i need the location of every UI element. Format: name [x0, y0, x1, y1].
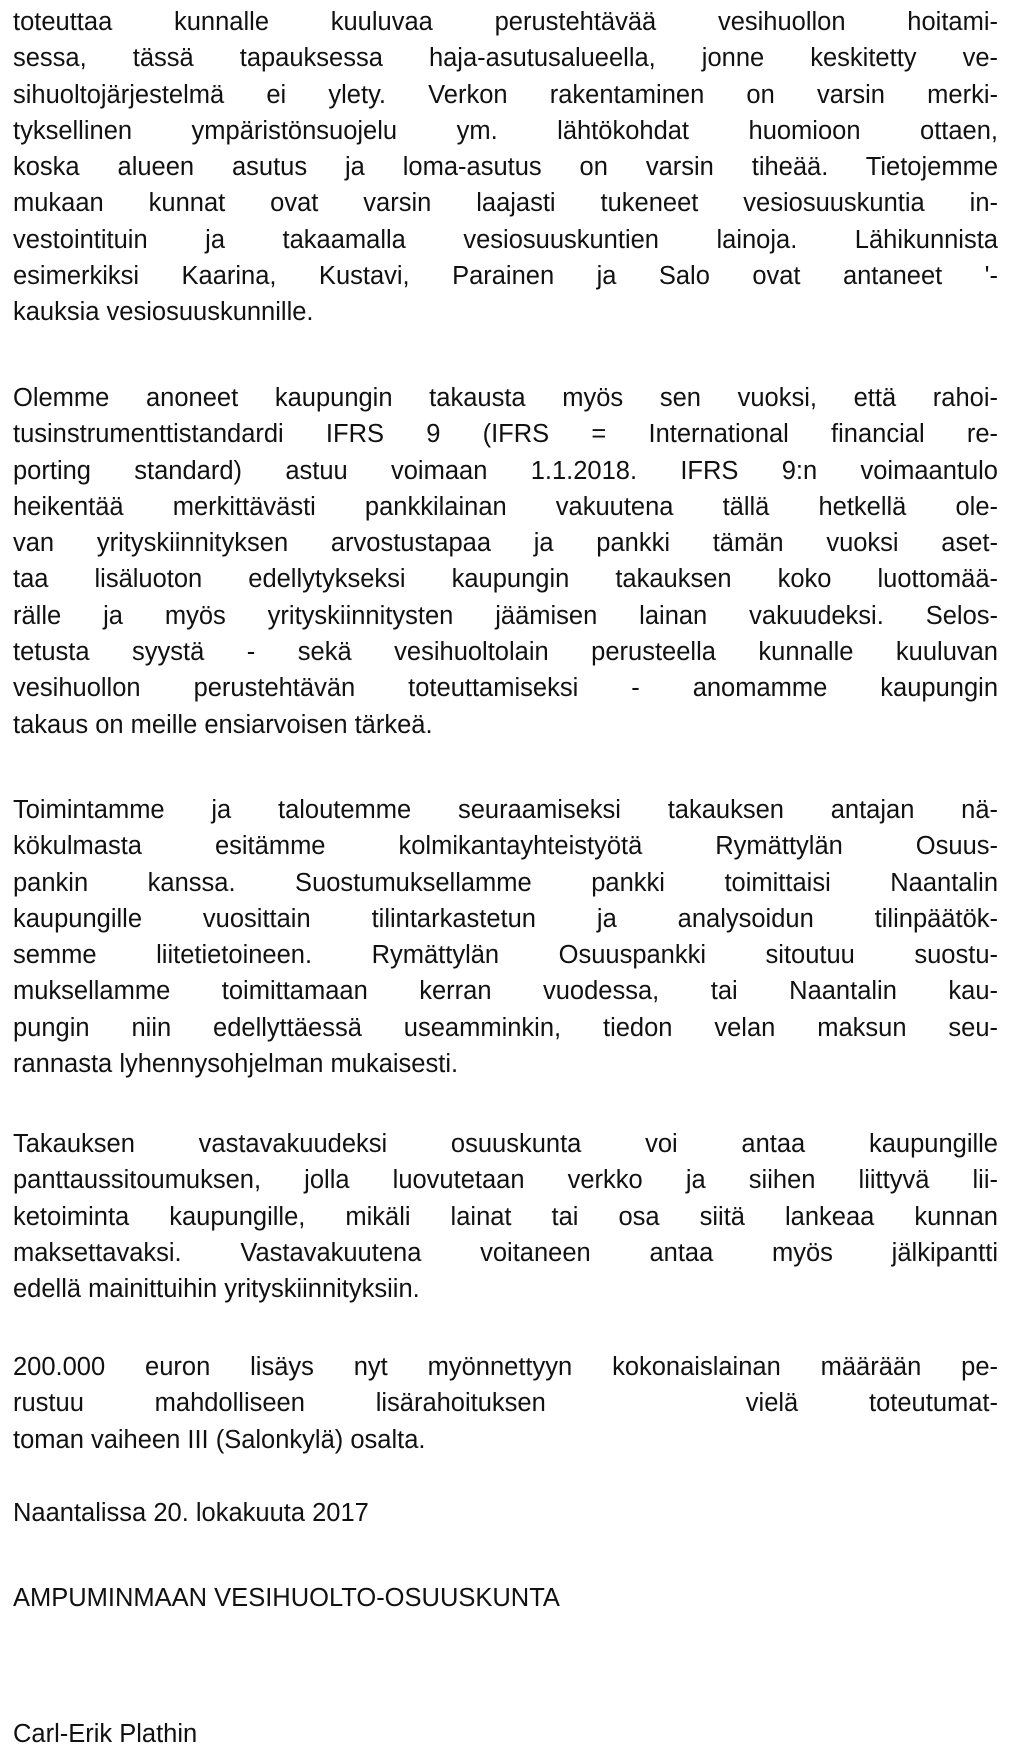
text-line: vesihuollon perustehtävän toteuttamiseksi - anomamme kaupungin	[13, 674, 998, 703]
paragraph-ifrs9	[13, 380, 998, 743]
text-line: heikentää merkittävästi pankkilainan vakuutena tällä hetkellä ole-	[13, 492, 998, 521]
text-line: toman vaiheen III (Salonkylä) osalta.	[13, 1425, 426, 1454]
paragraph-cooperation	[13, 792, 998, 1082]
text-segment-left: rustuu mahdolliseen lisärahoituksen	[13, 1389, 546, 1418]
paragraph-municipal-support	[13, 4, 998, 331]
text-line-split	[13, 1385, 998, 1421]
text-line: kauksia vesiosuuskunnille.	[13, 298, 314, 327]
text-line: van yrityskiinnityksen arvostustapaa ja pankki tämän vuoksi aset-	[13, 529, 998, 558]
text-line: taa lisäluoton edellytykseksi kaupungin takauksen koko luottomää-	[13, 565, 998, 594]
text-line: esimerkiksi Kaarina, Kustavi, Parainen ja Salo ovat antaneet '-	[13, 262, 998, 291]
text-line: kaupungille vuosittain tilintarkastetun ja analysoidun tilinpäätök-	[13, 904, 998, 933]
text-line: Toimintamme ja taloutemme seuraamiseksi takauksen antajan nä-	[13, 796, 998, 824]
text-line: Takauksen vastavakuudeksi osuuskunta voi antaa kaupungille	[13, 1130, 998, 1158]
text-line: Olemme anoneet kaupungin takausta myös sen vuoksi, että rahoi-	[13, 384, 998, 412]
text-line: 200.000 euron lisäys nyt myönnettyyn kokonaislainan määrään pe-	[13, 1353, 998, 1381]
text-line: rannasta lyhennysohjelman mukaisesti.	[13, 1050, 459, 1079]
text-line: rälle ja myös yrityskiinnitysten jäämisen lainan vakuudeksi. Selos-	[13, 601, 998, 630]
text-line: sessa, tässä tapauksessa haja-asutusalueella, jonne keskitetty ve-	[13, 44, 998, 73]
place-date: Naantalissa 20. lokakuuta 2017	[13, 1499, 369, 1527]
text-line: tetusta syystä - sekä vesihuoltolain perusteella kunnalle kuuluvan	[13, 638, 998, 667]
text-line: semme liitetietoineen. Rymättylän Osuuspankki sitoutuu suostu-	[13, 941, 998, 970]
text-line: koska alueen asutus ja loma-asutus on varsin tiheää. Tietojemme	[13, 153, 998, 182]
text-line: maksettavaksi. Vastavakuutena voitaneen antaa myös jälkipantti	[13, 1238, 998, 1267]
text-line: kökulmasta esitämme kolmikantayhteistyötä Rymättylän Osuus-	[13, 832, 998, 861]
text-line: tusinstrumenttistandardi IFRS 9 (IFRS = International financial re-	[13, 420, 998, 449]
text-line: vestointituin ja takaamalla vesiosuuskuntien lainoja. Lähikunnista	[13, 225, 998, 254]
text-line: tyksellinen ympäristönsuojelu ym. lähtökohdat huomioon ottaen,	[13, 116, 998, 145]
organization-name: AMPUMINMAAN VESIHUOLTO-OSUUSKUNTA	[13, 1584, 560, 1612]
text-line: panttaussitoumuksen, jolla luovutetaan verkko ja siihen liittyvä lii-	[13, 1166, 998, 1195]
text-segment-right: vielä toteutumat-	[745, 1389, 999, 1418]
text-line: muksellamme toimittamaan kerran vuodessa, tai Naantalin kau-	[13, 977, 998, 1006]
paragraph-counter-security	[13, 1126, 998, 1307]
text-line: pungin niin edellyttäessä useamminkin, tiedon velan maksun seu-	[13, 1013, 998, 1042]
signatory-name: Carl-Erik Plathin	[13, 1720, 198, 1748]
text-line: pankin kanssa. Suostumuksellamme pankki toimittaisi Naantalin	[13, 868, 998, 897]
text-line: porting standard) astuu voimaan 1.1.2018. IFRS 9:n voimaantulo	[13, 456, 998, 485]
paragraph-loan-increase	[13, 1349, 998, 1458]
text-line: mukaan kunnat ovat varsin laajasti tukeneet vesiosuuskuntia in-	[13, 189, 998, 218]
text-line: takaus on meille ensiarvoisen tärkeä.	[13, 710, 433, 739]
text-line: toteuttaa kunnalle kuuluvaa perustehtävää vesihuollon hoitami-	[13, 8, 998, 36]
text-line: ketoiminta kaupungille, mikäli lainat tai osa siitä lankeaa kunnan	[13, 1202, 998, 1231]
text-line: edellä mainittuihin yrityskiinnityksiin.	[13, 1275, 420, 1304]
text-line: sihuoltojärjestelmä ei ylety. Verkon rakentaminen on varsin merki-	[13, 80, 998, 109]
